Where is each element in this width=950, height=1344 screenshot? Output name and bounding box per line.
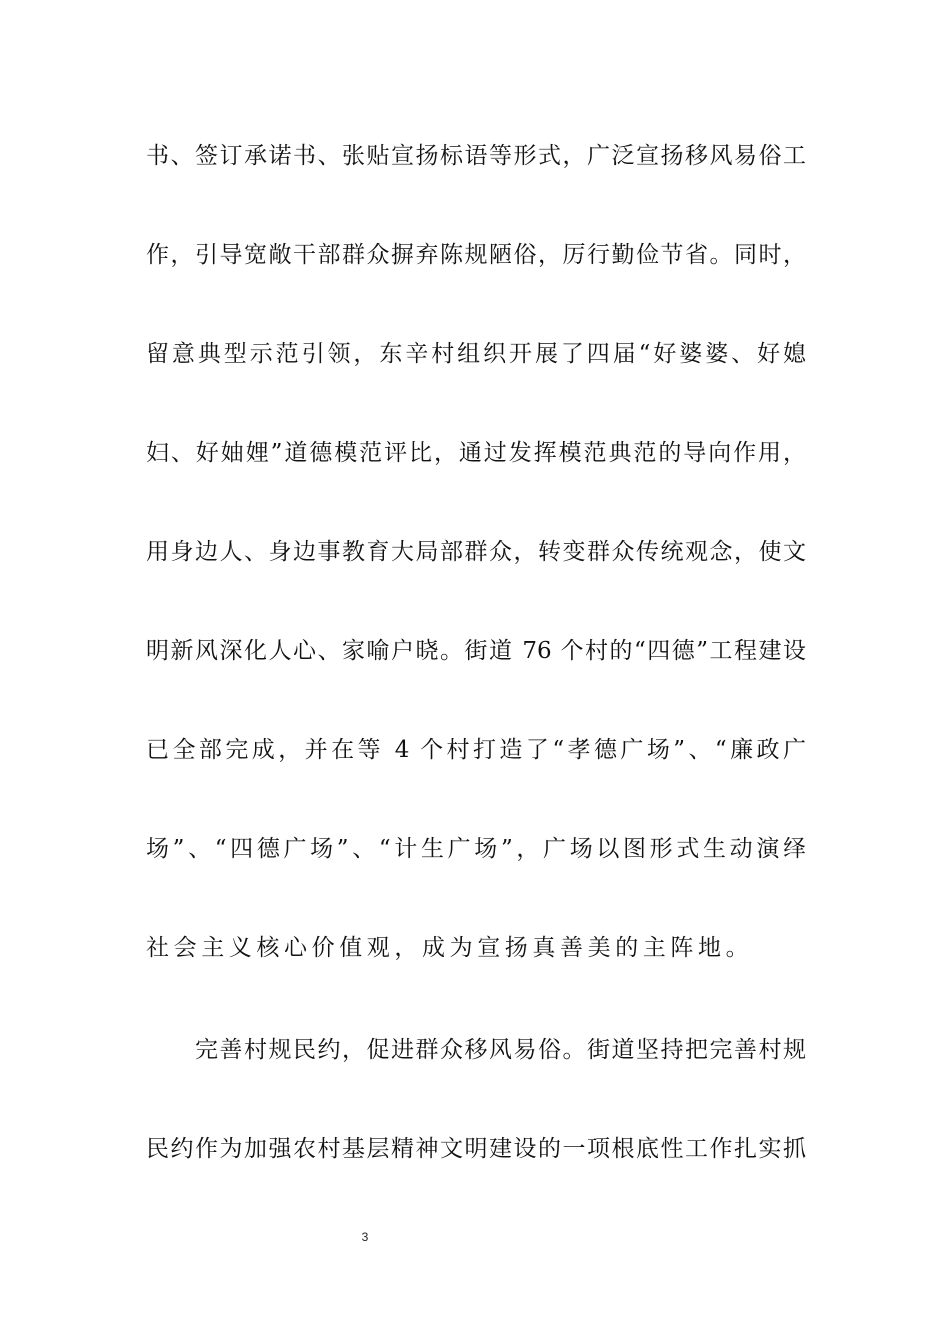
body-text-line: 用身边人、身边事教育大局部群众，转变群众传统观念，使文	[146, 539, 806, 565]
paragraph-last-line: 社会主义核心价值观，成为宣扬真善美的主阵地。	[146, 935, 754, 961]
body-text-line: 民约作为加强农村基层精神文明建设的一项根底性工作扎实抓	[146, 1136, 806, 1162]
body-text-line: 书、签订承诺书、张贴宣扬标语等形式，广泛宣扬移风易俗工	[146, 143, 806, 169]
page-number: 3	[361, 1230, 369, 1244]
body-text-line: 妇、好妯娌”道德模范评比，通过发挥模范典范的导向作用，	[146, 440, 806, 466]
body-text-line: 已全部完成，并在等 4 个村打造了“孝德广场”、“廉政广	[146, 737, 806, 763]
body-text-line: 作，引导宽敞干部群众摒弃陈规陋俗，厉行勤俭节省。同时，	[146, 242, 806, 268]
paragraph-first-line: 完善村规民约，促进群众移风易俗。街道坚持把完善村规	[195, 1037, 806, 1063]
body-text-line: 留意典型示范引领，东辛村组织开展了四届“好婆婆、好媳	[146, 341, 806, 367]
body-text-line: 场”、“四德广场”、“计生广场”，广场以图形式生动演绎	[146, 836, 806, 862]
body-text-line: 明新风深化人心、家喻户晓。街道 76 个村的“四德”工程建设	[146, 638, 806, 664]
